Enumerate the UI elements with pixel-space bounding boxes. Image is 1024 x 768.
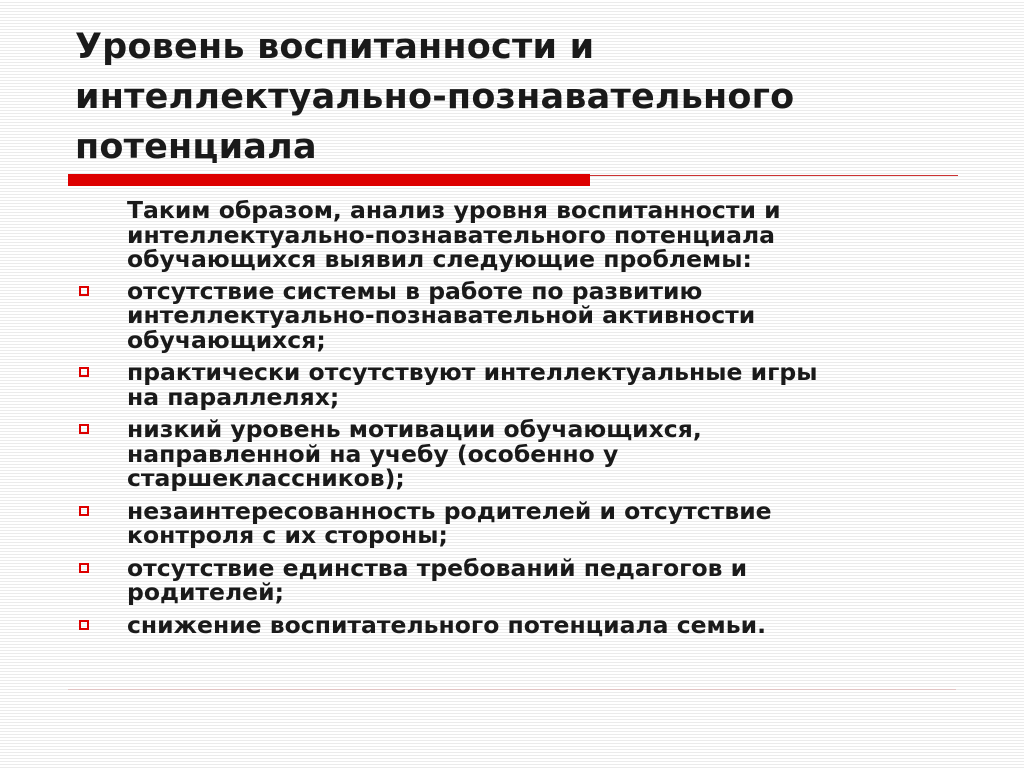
list-item-line: старшеклассников); <box>127 464 405 492</box>
list-item <box>76 417 956 491</box>
hollow-square-bullet-icon <box>79 367 89 377</box>
intro-line-2: интеллектуально-познавательного потенциала <box>127 220 776 249</box>
list-item-line: контроля с их стороны; <box>127 521 448 549</box>
list-item-line: направленной на учебу (особенно у <box>127 439 619 468</box>
list-item-line: родителей; <box>127 578 284 606</box>
hollow-square-bullet-icon <box>79 286 89 296</box>
list-item-line: незаинтересованность родителей и отсутствие <box>127 496 772 525</box>
hollow-square-bullet-icon <box>79 506 89 516</box>
list-item-line: обучающихся; <box>127 325 326 354</box>
title-line-1: Уровень воспитанности и <box>75 27 595 67</box>
intro-line-3: обучающихся выявил следующие проблемы: <box>127 245 752 273</box>
title-line-3: потенциала <box>75 127 317 167</box>
title-underline-thin <box>590 175 958 176</box>
list-item-line: интеллектуально-познавательной активности <box>127 301 756 329</box>
list-item <box>76 360 956 409</box>
list-item-line: на параллелях; <box>127 382 340 411</box>
hollow-square-bullet-icon <box>79 563 89 573</box>
intro-paragraph <box>127 198 956 272</box>
list-item-line: низкий уровень мотивации обучающихся, <box>127 415 702 443</box>
list-item-line: практически отсутствуют интеллектуальные игры <box>127 358 818 386</box>
title-line-2: интеллектуально-познавательного <box>75 77 795 117</box>
list-item <box>76 610 956 639</box>
list-item-line: отсутствие системы в работе по развитию <box>127 276 703 305</box>
list-item-line: отсутствие единства требований педагогов и <box>127 553 748 582</box>
list-item <box>76 496 956 549</box>
intro-line-1: Таким образом, анализ уровня воспитанности и <box>127 196 781 224</box>
slide-title <box>75 22 975 172</box>
hollow-square-bullet-icon <box>79 620 89 630</box>
bottom-divider <box>68 689 956 690</box>
list-item <box>76 553 956 606</box>
title-underline-bar <box>68 174 590 186</box>
hollow-square-bullet-icon <box>79 424 89 434</box>
list-item-line: снижение воспитательного потенциала семьи. <box>127 610 767 639</box>
list-item <box>76 276 956 354</box>
slide-content <box>76 198 956 645</box>
